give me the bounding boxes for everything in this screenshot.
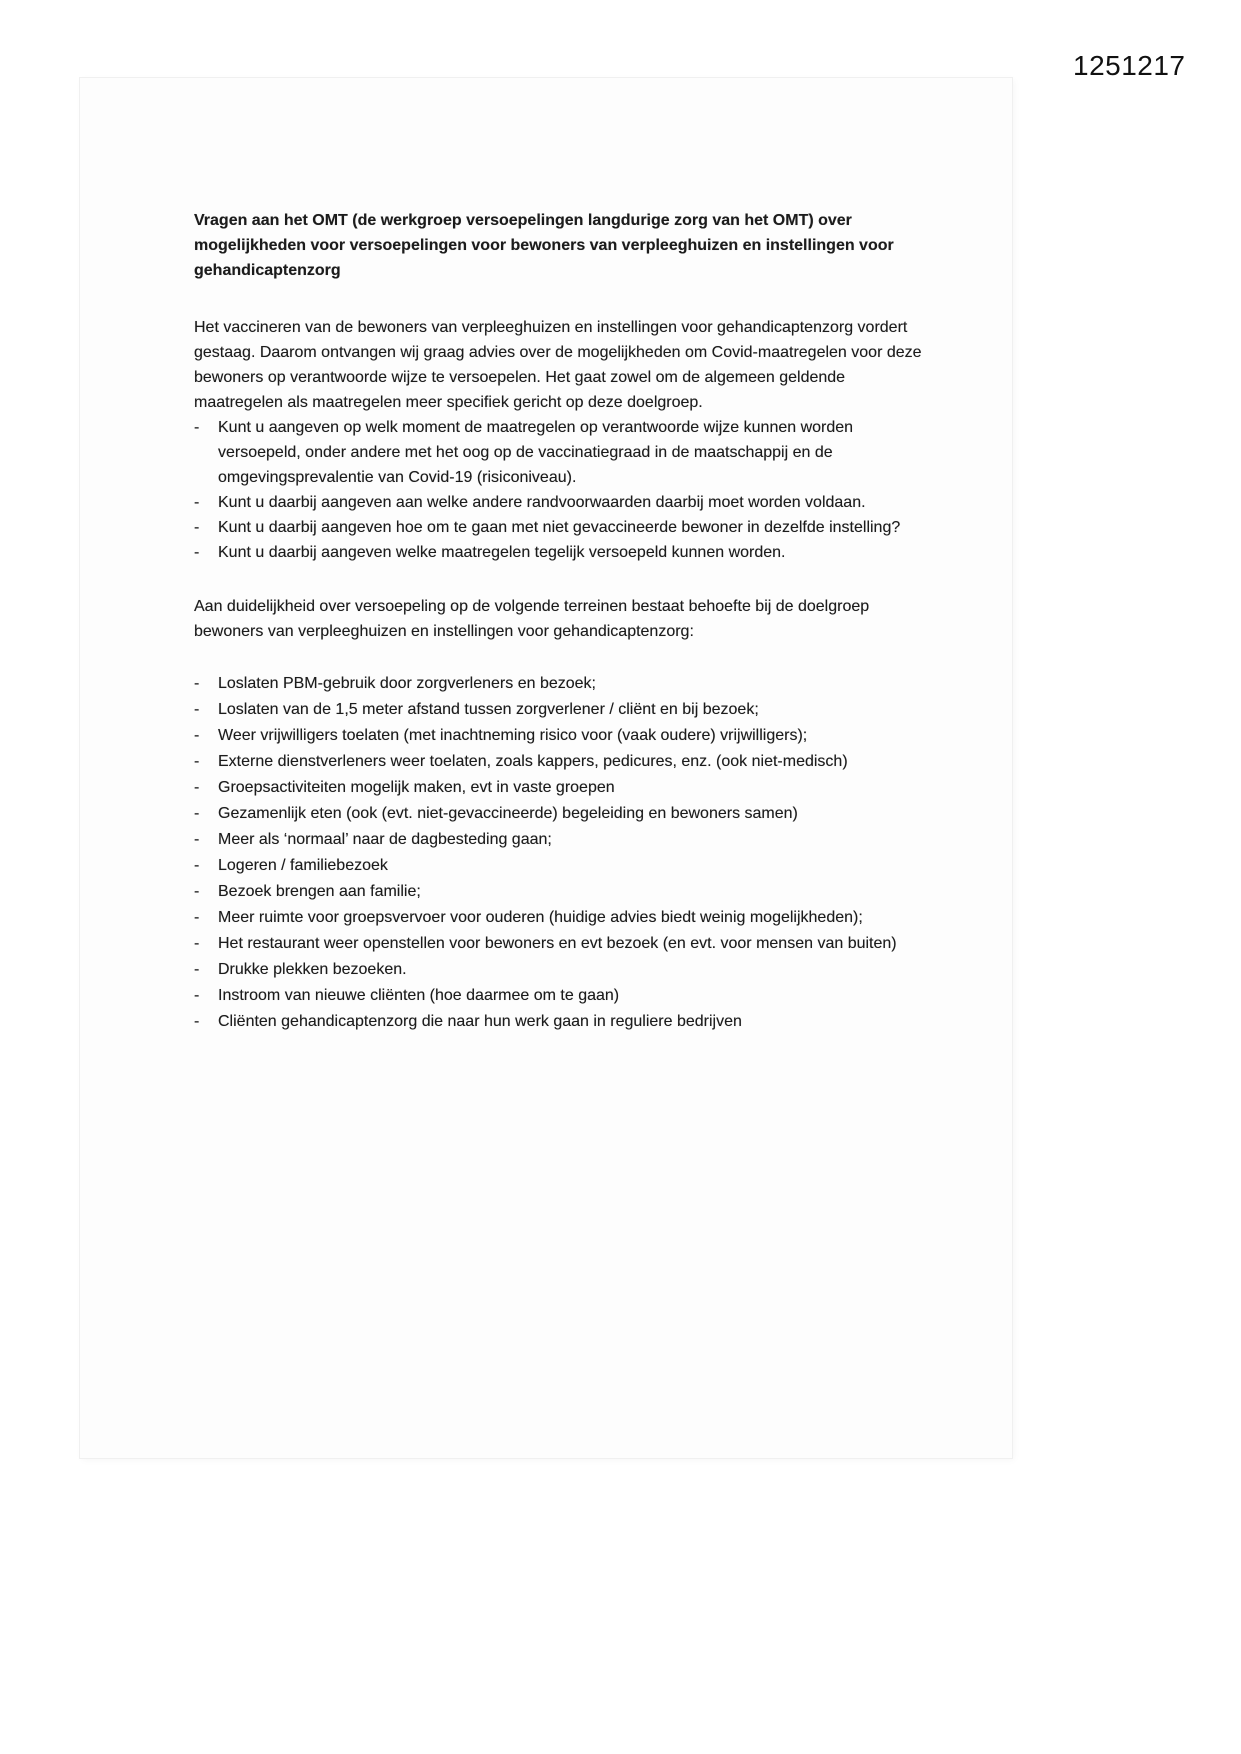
question-list-item-text: Kunt u aangeven op welk moment de maatregelen op verantwoorde wijze kunnen worden versoepeld, onder andere met het oog op de vaccinatiegraad in de maatschappij en de omgevingsprevalentie van Covid-19 (risiconiveau). <box>218 419 854 486</box>
need-list-item-text: Groepsactiviteiten mogelijk maken, evt in vaste groepen <box>218 779 615 796</box>
need-list-item-text: Loslaten van de 1,5 meter afstand tussen zorgverlener / cliënt en bij bezoek; <box>218 701 759 718</box>
dash-bullet: - <box>194 805 200 822</box>
need-list-item <box>194 879 926 905</box>
need-list-item-text: Drukke plekken bezoeken. <box>218 961 407 978</box>
need-list-item-text: Weer vrijwilligers toelaten (met inachtneming risico voor (vaak oudere) vrijwilligers); <box>218 727 808 744</box>
question-list-item-text: Kunt u daarbij aangeven hoe om te gaan met niet gevaccineerde bewoner in dezelfde instelling? <box>218 519 901 536</box>
question-list-item <box>194 515 926 540</box>
question-list-item-text: Kunt u daarbij aangeven aan welke andere randvoorwaarden daarbij moet worden voldaan. <box>218 494 866 511</box>
dash-bullet: - <box>194 1013 200 1030</box>
dash-bullet: - <box>194 935 200 952</box>
need-list-item-text: Gezamenlijk eten (ook (evt. niet-gevaccineerde) begeleiding en bewoners samen) <box>218 805 798 822</box>
need-list-item-text: Cliënten gehandicaptenzorg die naar hun werk gaan in reguliere bedrijven <box>218 1013 742 1030</box>
dash-bullet: - <box>194 883 200 900</box>
dash-bullet: - <box>194 753 200 770</box>
dash-bullet: - <box>194 675 200 692</box>
intro-paragraph: Het vaccineren van de bewoners van verpleeghuizen en instellingen voor gehandicaptenzorg vordert gestaag. Daarom ontvangen wij graag advies over de mogelijkheden om Covid-maatregelen voor deze bewoners op verantwoorde wijze te versoepelen. Het gaat zowel om de algemeen geldende maatregelen als maatregelen meer specifiek gericht op deze doelgroep. <box>194 319 922 411</box>
dash-bullet: - <box>194 519 200 536</box>
question-list-item-text: Kunt u daarbij aangeven welke maatregelen tegelijk versoepeld kunnen worden. <box>218 544 786 561</box>
dash-bullet: - <box>194 419 200 436</box>
dash-bullet: - <box>194 727 200 744</box>
need-list-item <box>194 749 926 775</box>
need-list-item-text: Het restaurant weer openstellen voor bewoners en evt bezoek (en evt. voor mensen van buiten) <box>218 935 897 952</box>
question-list-item <box>194 415 926 490</box>
dash-bullet: - <box>194 701 200 718</box>
dash-bullet: - <box>194 857 200 874</box>
need-list-item <box>194 957 926 983</box>
need-list-item <box>194 697 926 723</box>
need-list-item-text: Loslaten PBM-gebruik door zorgverleners en bezoek; <box>218 675 596 692</box>
need-list-item <box>194 827 926 853</box>
questions-list <box>194 415 926 565</box>
question-list-item <box>194 490 926 515</box>
need-list-item-text: Meer ruimte voor groepsvervoer voor ouderen (huidige advies biedt weinig mogelijkheden); <box>218 909 863 926</box>
need-list-item <box>194 983 926 1009</box>
need-list-item <box>194 905 926 931</box>
need-list-item <box>194 723 926 749</box>
dash-bullet: - <box>194 987 200 1004</box>
need-list-item <box>194 1009 926 1035</box>
dash-bullet: - <box>194 494 200 511</box>
dash-bullet: - <box>194 779 200 796</box>
need-list-item <box>194 931 926 957</box>
need-list-item-text: Instroom van nieuwe cliënten (hoe daarmee om te gaan) <box>218 987 620 1004</box>
dash-bullet: - <box>194 831 200 848</box>
need-list-item-text: Externe dienstverleners weer toelaten, zoals kappers, pedicures, enz. (ook niet-medisch) <box>218 753 848 770</box>
document-content <box>194 208 926 1035</box>
need-list-item-text: Meer als ‘normaal’ naar de dagbesteding gaan; <box>218 831 552 848</box>
dash-bullet: - <box>194 961 200 978</box>
dash-bullet: - <box>194 909 200 926</box>
need-list-item-text: Bezoek brengen aan familie; <box>218 883 421 900</box>
document-title: Vragen aan het OMT (de werkgroep versoepelingen langdurige zorg van het OMT) over mogelijkheden voor versoepelingen voor bewoners van verpleeghuizen en instellingen voor gehandicaptenzorg <box>194 212 894 279</box>
need-list-item <box>194 671 926 697</box>
needs-list <box>194 671 926 1035</box>
question-list-item <box>194 540 926 565</box>
needs-intro-paragraph: Aan duidelijkheid over versoepeling op de volgende terreinen bestaat behoefte bij de doelgroep bewoners van verpleeghuizen en instellingen voor gehandicaptenzorg: <box>194 598 870 640</box>
need-list-item <box>194 801 926 827</box>
need-list-item <box>194 775 926 801</box>
dash-bullet: - <box>194 544 200 561</box>
document-number: 1251217 <box>1073 50 1186 81</box>
need-list-item <box>194 853 926 879</box>
need-list-item-text: Logeren / familiebezoek <box>218 857 388 874</box>
